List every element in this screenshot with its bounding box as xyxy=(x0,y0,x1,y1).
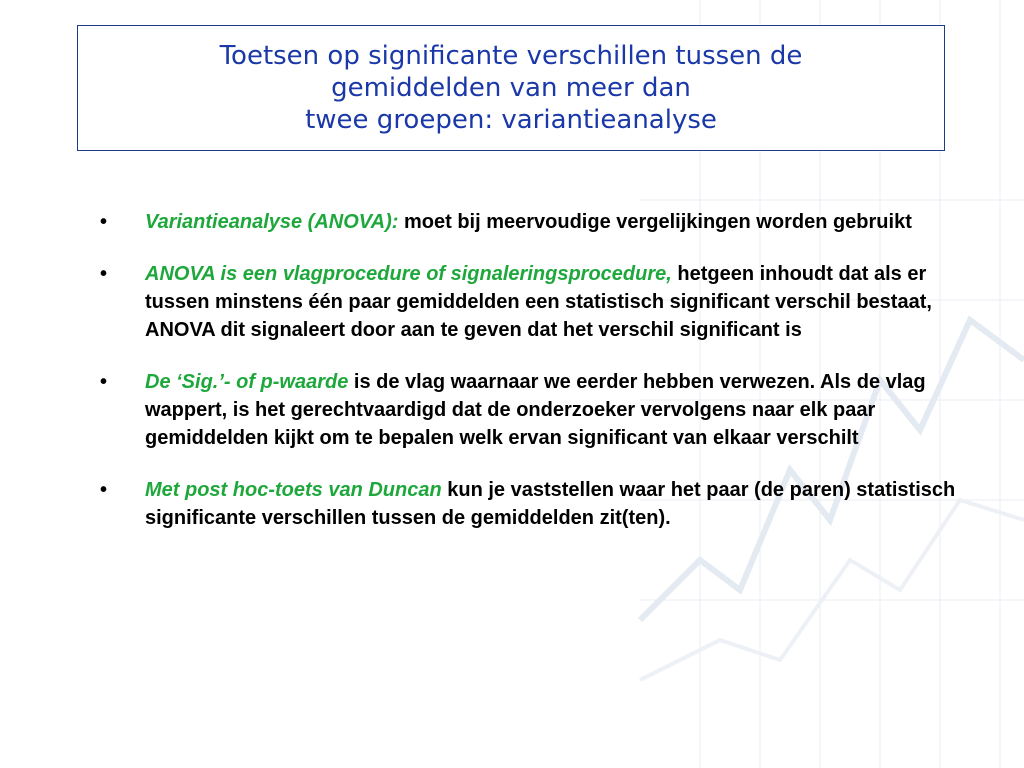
bullet-body: moet bij meervoudige vergelijkingen worden gebruikt xyxy=(398,211,912,233)
bullet-item-flag-procedure xyxy=(100,260,960,344)
bullet-emphasis: Met post hoc-toets van Duncan xyxy=(145,479,442,501)
bullet-text xyxy=(145,476,960,532)
bullet-item-duncan xyxy=(100,476,960,532)
bullet-body: hetgeen inhoudt dat als er tussen minstens één paar gemiddelden een statistisch significant verschil bestaat, ANOVA dit signaleert door aan te geven dat het verschil significant is xyxy=(145,263,932,341)
slide-title-line-3: twee groepen: variantieanalyse xyxy=(305,105,717,135)
bullet-emphasis: De ‘Sig.’- of p-waarde xyxy=(145,371,349,393)
bullet-text xyxy=(145,208,960,236)
bullet-text xyxy=(145,368,960,452)
bullet-body: is de vlag waarnaar we eerder hebben verwezen. Als de vlag wappert, is het gerechtvaardigd dat de onderzoeker vervolgens naar elk paar gemiddelden kijkt om te bepalen welk ervan significant van elkaar verschilt xyxy=(145,371,926,449)
bullet-marker: • xyxy=(100,263,108,285)
bullet-item-anova xyxy=(100,208,960,236)
slide-title-box xyxy=(77,25,945,151)
slide-title-line-1: Toetsen op significante verschillen tussen de xyxy=(219,41,803,71)
bullet-emphasis: Variantieanalyse (ANOVA): xyxy=(145,211,399,233)
bullet-marker: • xyxy=(100,211,108,233)
bullet-text xyxy=(145,260,960,344)
bullet-body: kun je vaststellen waar het paar (de paren) statistisch significante verschillen tussen de gemiddelden zit(ten). xyxy=(145,479,956,529)
bullet-emphasis: ANOVA is een vlagprocedure of signaleringsprocedure, xyxy=(145,263,672,285)
bullet-list xyxy=(100,208,960,556)
bullet-item-p-value xyxy=(100,368,960,452)
slide-title-line-2: gemiddelden van meer dan xyxy=(331,73,691,103)
bullet-marker: • xyxy=(100,371,108,393)
bullet-marker: • xyxy=(100,479,108,501)
